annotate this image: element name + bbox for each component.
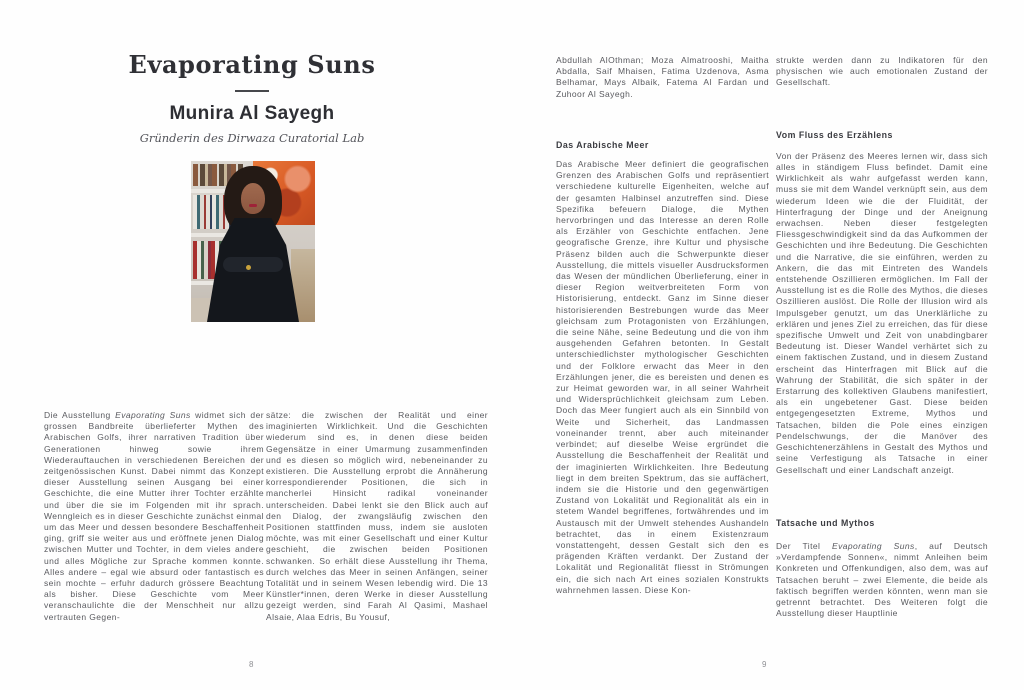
section-heading-arabische-meer: Das Arabische Meer (556, 139, 649, 150)
page-title: Evaporating Suns (128, 50, 376, 79)
portrait-figure-crossed-arms (223, 257, 283, 272)
portrait-figure-watch (246, 265, 251, 270)
page-number-right: 9 (762, 660, 767, 669)
essay-title-block (44, 50, 460, 145)
portrait-figure-lips (249, 204, 257, 207)
author-name: Munira Al Sayegh (169, 103, 335, 124)
body-column-1: Die Ausstellung Evaporating Suns widmet sich der grossen Bandbreite überlieferter Mythen des Arabischen Golfs, ihrer narrativen Tradition über Generationen hinweg sowie ihrem Wiederauftauchen in verschiedenen Bereichen der zeitgenössischen Kunst. Dabei nimmt das Konzept dieser Ausstellung seinen Ausgang bei einer Geschichte, die eine Mutter ihrer Tochter erzählte und über die sie im Folgenden mit ihr sprach. Wenngleich es in dieser Geschichte zunächst einmal um das Meer und dessen besondere Beschaffenheit ging, griff sie weiter aus und eröffnete jenen Dialog zwischen Mutter und Tochter, in dem vieles andere und alles Mögliche zur Sprache kommen konnte. Alles andere – egal wie absurd oder fantastisch es sein mochte – erfuhr dadurch grössere Beachtung als bisher. Diese Geschichte vom Meer veranschaulichte die der Menschheit nur allzu vertrauten Gegen- (44, 410, 264, 622)
artists-list: Abdullah AlOthman; Moza Almatrooshi, Maitha Abdalla, Saif Mhaisen, Fatima Uzdenova, Asma Belhamar, Mays Albaik, Fatema Al Fardan und Zuhoor Al Sayegh. (556, 55, 769, 99)
body-column-2: sätze: die zwischen der Realität und einer imaginierten Wirklichkeit. Und die Geschichten wiederum sind es, in denen diese beiden Gegensätze in einer Umarmung zusammenfinden und es diesen so möglich wird, nebeneinander zu existieren. Die Ausstellung erprobt die Annäherung korrespondierender Positionen, die sich in mancherlei Hinsicht radikal voneinander unterscheiden. Dabei lenkt sie den Blick auch auf den Dialog, der zwangsläufig zwischen den Positionen stattfinden muss, indem sie ausloten möchte, was mit einer Gesellschaft und einer Kultur geschieht, die zwischen beiden Positionen schwanken. So erhält diese Ausstellung ihr Thema, durch welches das Meer in seinen Anfängen, seiner Totalität und in seinem Wesen lebendig wird. Die 13 Künstler*innen, deren Werke in dieser Ausstellung gezeigt werden, sind Farah Al Qasimi, Mashael Alsaie, Alaa Edris, Bu Yousuf, (266, 410, 488, 622)
section-heading-tatsache-mythos: Tatsache und Mythos (776, 517, 875, 528)
portrait-figure-face (241, 183, 265, 214)
author-role-subtitle: Gründerin des Dirwaza Curatorial Lab (139, 131, 365, 145)
paragraph-continuation: strukte werden dann zu Indikatoren für den physischen wie auch emotionalen Zustand der Gesellschaft. (776, 55, 988, 88)
section-heading-vom-fluss: Vom Fluss des Erzählens (776, 129, 893, 140)
page-number-left: 8 (249, 660, 254, 669)
title-divider-rule (235, 90, 269, 92)
body-column-3 (556, 55, 769, 596)
munira-portrait-photo (191, 161, 315, 322)
section-body-vom-fluss: Von der Präsenz des Meeres lernen wir, dass sich alles in ständigem Fluss befindet. Damit eine Wirklichkeit als wahr aufgefasst werden kann, muss sie mit dem Wandel verknüpft sein, aus dem wiederum Ideen wie die der Fluidität, der Hinterfragung der Dinge und der Aneignung erwachsen. Neben dieser festgelegten Fliessgeschwindigkeit sind da das Aufkommen der Geschichten und ihre Bedeutung. Die Geschichten und die Narrative, die sie einführen, werden zu Ankern, die das mit Eintreten des Wandels entstehende Oszillieren ermöglichen. Im Fall der Ausstellung ist es die Rolle des Mythos, die dieses Oszillieren auslöst. Die Rolle der Illusion wird als Impulsgeber genutzt, um das Unerklärliche zu erklären und jenes Ziel zu erreichen, das für diese spezifische Umwelt und Zeit von unabdingbarer Bedeutung ist. Dieser Wandel verhärtet sich zu einem faktischen Zustand, und in diesem Zustand erscheint das Hinterfragen mit Blick auf die Wahrung der Stabilität, die sich später in der Erstarrung des kollektiven Glaubens manifestiert, als ein ungebetener Gast. Diese beiden entgegengesetzten Extreme, Mythos und Tatsachen, bilden die Pole eines einzigen Pendelschwungs, der die Manöver des Geschichtenerzählens in Gestalt des Mythos und seine Verfestigung als Tatsache in einer Gesellschaft und einer Landschaft anzeigt. (776, 150, 988, 475)
section-body-tatsache-mythos: Der Titel Evaporating Suns, auf Deutsch »Verdampfende Sonnen«, nimmt Anleihen beim Konkreten und Offenkundigen, also dem, was auf Tatsachen beruht – zwei Elemente, die beide als faktisch begriffen werden könnten, wenn man sie getrennt betrachtet. Des Weiteren folgt die Ausstellung dieser Hauptlinie (776, 540, 988, 619)
body-column-4 (776, 55, 988, 619)
section-body-arabische-meer: Das Arabische Meer definiert die geografischen Grenzen des Arabischen Golfs und repräsentiert verschiedene kulturelle Eigenheiten, welche auf der gesamten Halbinsel anzutreffen sind. Diese Spezifika befeuern Dialoge, die Mythen hervorbringen und das Interesse an deren Rolle als Erzähler von Geschichte entfachen. Jene geografische Grenze, ihre Kultur und physische Präsenz bilden auch die Schwerpunkte dieser Ausstellung, die mittels visueller Ausdrucksformen das Wesen der mündlichen Überlieferung, einer in dieser Region weitverbreiteten Form von Historisierung, entdeckt. Ganz im Sinne dieser historisierenden Bestrebungen wurde das Meer gleichsam zum Protagonisten von Erzählungen, die seine Nähe, seine Bedeutung und die von ihm ausgehenden Gefahren betonten. In Gestalt unterschiedlichster mythologischer Geschichten und der Folklore erwacht das Meer in den Erzählungen jener, die es bereisten und denen es zur Heimat geworden war, in all seiner Wahrheit und Widersprüchlichkeit gleichsam zum Leben. Doch das Meer fungiert auch als ein Sinnbild von Weite und Sicherheit, das Landmassen voneinander trennt, aber auch miteinander verbindet; auf dieselbe Weise ergründet die Ausstellung die Beschaffenheit der Realität und der imaginierten Wirklichkeiten. Ihre Bedeutung liegt in dem breiten Spektrum, das sie auffächert, indem sie die Historie und den gegenwärtigen Zustand von Lokalität und Regionalität als ein in stetem Wandel begriffenes, fortwährendes und im Austausch mit der Umwelt stehendes Aushandeln betrachtet, das in einem Existenzraum vonstattengeht, dessen Gestalt sich den es prägenden Kräften verdankt. Der Zustand der Lokalität und Regionalität fliesst in Strömungen ein, die sich nach Art eines sozialen Konstrukts wahrnehmen lassen. Diese Kon- (556, 159, 769, 595)
